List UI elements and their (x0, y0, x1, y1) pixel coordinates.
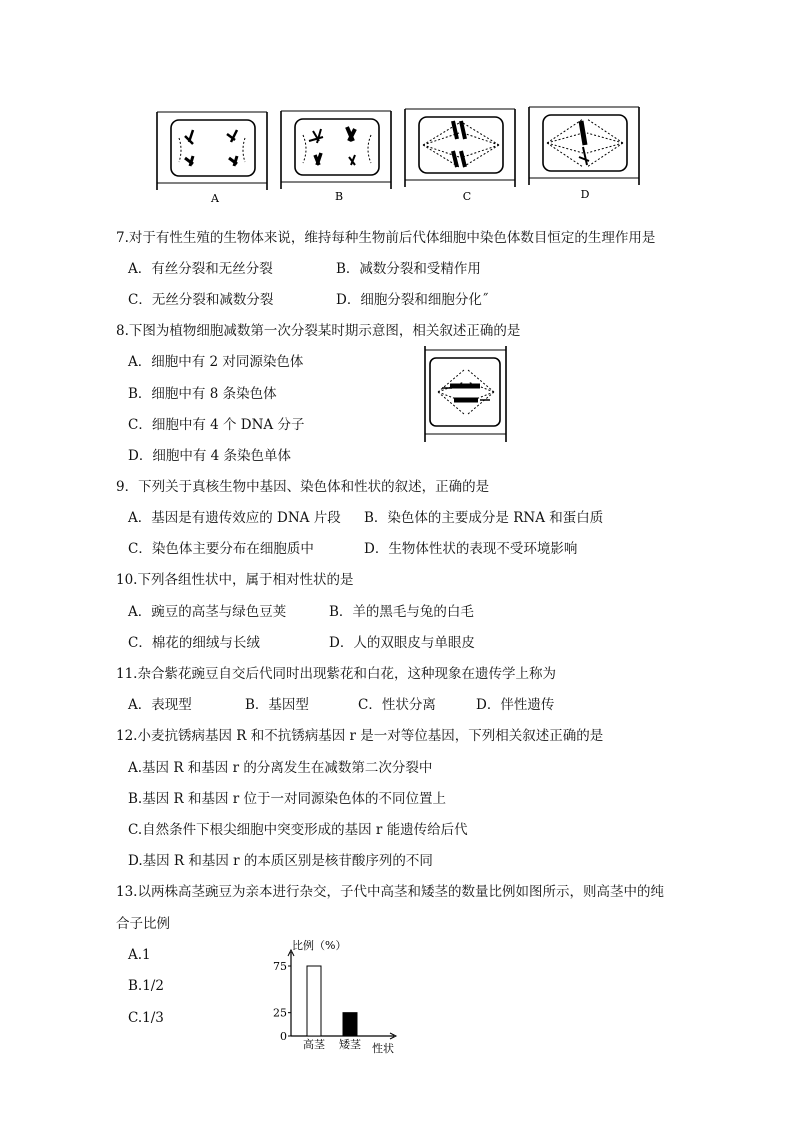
chart-y-tick-label: 0 (280, 1030, 287, 1043)
question-12-option-c: C.自然条件下根尖细胞中突变形成的基因 r 能遗传给后代 (128, 822, 468, 838)
cell-diagram-a (157, 112, 267, 190)
cell-division-figure (155, 103, 645, 208)
question-10-option-a: A．豌豆的高茎与绿色豆荚 (128, 604, 287, 620)
question-13-option-b: B.1/2 (128, 978, 164, 994)
question-11-option-a: A．表现型 (128, 697, 192, 713)
question-8-option-c: C．细胞中有 4 个 DNA 分子 (128, 417, 305, 433)
question-10-option-d: D．人的双眼皮与单眼皮 (329, 635, 475, 651)
meiosis-cell-figure (420, 344, 510, 442)
question-11-option-d: D．伴性遗传 (476, 697, 555, 713)
question-8-option-a: A．细胞中有 2 对同源染色体 (128, 354, 304, 370)
chart-ylabel: 比例（%） (292, 939, 347, 952)
question-7-option-a: A．有丝分裂和无丝分裂 (128, 261, 273, 277)
cell-label-a: A (211, 192, 219, 205)
question-9-option-d: D．生物体性状的表现不受环境影响 (364, 541, 578, 557)
question-13-option-a: A.1 (128, 947, 151, 963)
question-7-stem: 7.对于有性生殖的生物体来说，维持每种生物前后代体细胞中染色体数目恒定的生理作用是 (116, 230, 656, 246)
cell-label-d: D (580, 188, 590, 201)
question-10-option-b: B．羊的黑毛与兔的白毛 (329, 604, 474, 620)
chart-y-tick-label: 25 (273, 1006, 287, 1020)
question-8-option-b: B．细胞中有 8 条染色体 (128, 386, 277, 402)
cell-diagram-d (529, 107, 639, 185)
question-8-stem: 8.下图为植物细胞减数第一次分裂某时期示意图，相关叙述正确的是 (116, 323, 521, 339)
chart-bar-tall (307, 966, 321, 1036)
question-10-option-c: C．棉花的细绒与长绒 (128, 635, 260, 651)
question-9-option-a: A．基因是有遗传效应的 DNA 片段 (128, 510, 341, 526)
question-9-option-c: C．染色体主要分布在细胞质中 (128, 541, 314, 557)
cell-label-c: C (462, 190, 472, 203)
chart-bar-short (343, 1013, 357, 1036)
question-11-option-b: B．基因型 (245, 697, 309, 713)
height-ratio-chart (266, 934, 406, 1056)
question-12-option-b: B.基因 R 和基因 r 位于一对同源染色体的不同位置上 (128, 791, 446, 807)
question-12-option-a: A.基因 R 和基因 r 的分离发生在减数第二次分裂中 (128, 760, 433, 776)
question-8-option-d: D．细胞中有 4 条染色单体 (128, 448, 291, 464)
cell-label-b: B (334, 190, 344, 203)
question-13-stem-line1: 13.以两株高茎豌豆为亲本进行杂交，子代中高茎和矮茎的数量比例如图所示，则高茎中的纯 (116, 884, 664, 900)
cell-diagram-c (405, 109, 515, 187)
question-7-option-d: D．细胞分裂和细胞分化˝ (336, 292, 489, 308)
question-12-option-d: D.基因 R 和基因 r 的本质区别是核苷酸序列的不同 (128, 853, 433, 869)
chart-y-tick-label: 75 (273, 960, 287, 973)
question-7-option-b: B．减数分裂和受精作用 (336, 261, 481, 277)
chart-category-label: 矮茎 (339, 1038, 361, 1051)
question-12-stem: 12.小麦抗锈病基因 R 和不抗锈病基因 r 是一对等位基因，下列相关叙述正确的是 (116, 728, 604, 744)
question-9-stem: 9．下列关于真核生物中基因、染色体和性状的叙述，正确的是 (116, 479, 490, 495)
question-13-stem-line2: 合子比例 (116, 916, 170, 932)
chart-xlabel: 性状 (372, 1042, 394, 1055)
question-10-stem: 10.下列各组性状中，属于相对性状的是 (116, 572, 354, 588)
question-9-option-b: B．染色体的主要成分是 RNA 和蛋白质 (364, 510, 604, 526)
cell-diagram-b (281, 111, 391, 189)
chart-category-label: 高茎 (303, 1038, 325, 1051)
question-11-option-c: C．性状分离 (358, 697, 436, 713)
question-7-option-c: C．无丝分裂和减数分裂 (128, 292, 274, 308)
question-13-option-c: C.1/3 (128, 1010, 164, 1026)
question-11-stem: 11.杂合紫花豌豆自交后代同时出现紫花和白花，这种现象在遗传学上称为 (116, 666, 556, 682)
